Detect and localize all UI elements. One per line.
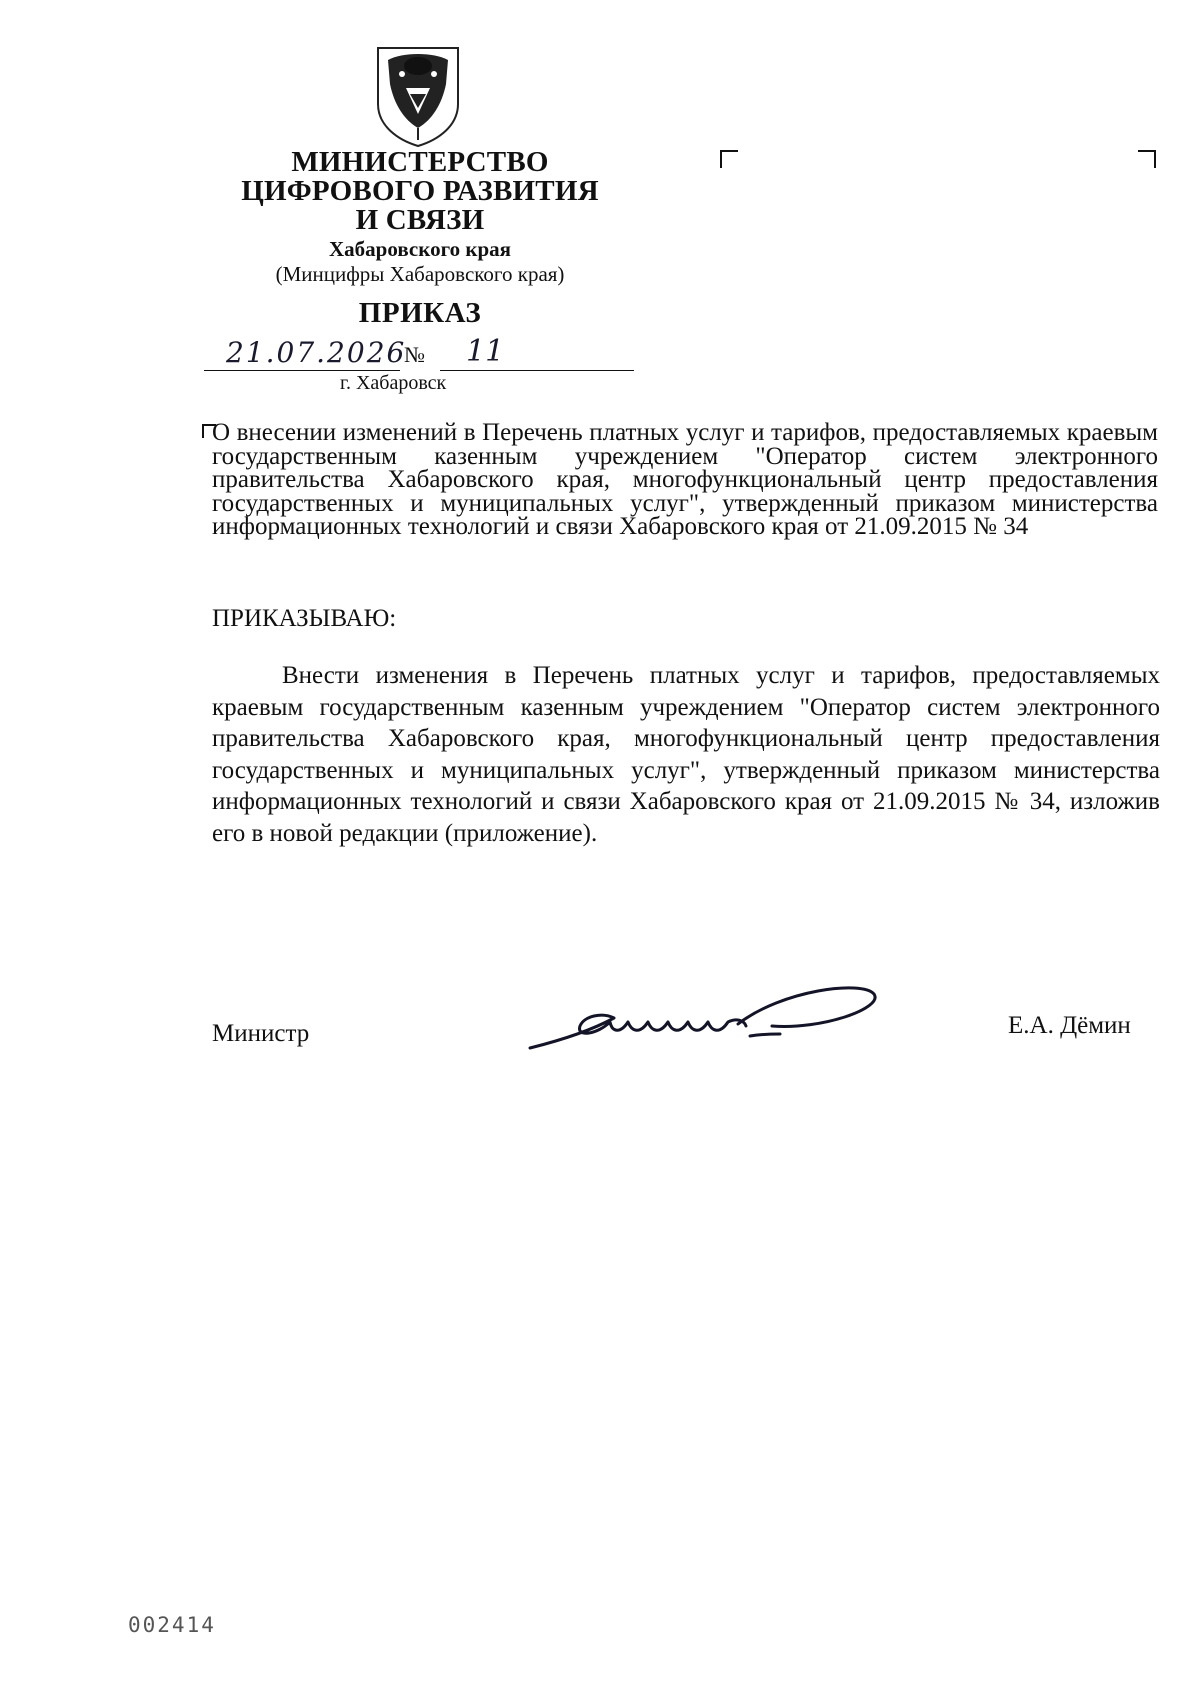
order-body: Внести изменения в Перечень платных услуг и тарифов, предоставляемых краевым государственным казенным учреждением "Оператор систем электронного правительства Хабаровского края, многофункциональный центр предоставления государственных и муниципальных услуг", утвержденный приказом министерства информационных технологий и связи Хабаровского края от 21.09.2015 № 34, изложив его в новой редакции (приложение). [212, 662, 1160, 847]
corner-mark-top-right [1138, 150, 1156, 168]
order-subject: О внесении изменений в Перечень платных услуг и тарифов, предоставляемых краевым государственным казенным учреждением "Оператор систем электронного правительства Хабаровского края, многофункциональный центр предоставления государственных и муниципальных услуг", утвержденный приказом министерства информационных технологий и связи Хабаровского края от 21.09.2015 № 34 [212, 419, 1158, 540]
org-short-name: (Минцифры Хабаровского края) [275, 262, 565, 286]
organization-header [220, 148, 620, 329]
date-number-line [204, 334, 634, 372]
document-type: ПРИКАЗ [358, 297, 482, 329]
city-label: г. Хабаровск [340, 372, 447, 394]
handwritten-signature-icon [522, 960, 902, 1060]
order-number: 11 [466, 334, 505, 369]
decree-word: ПРИКАЗЫВАЮ: [212, 605, 397, 632]
org-region: Хабаровского края [329, 237, 511, 261]
signatory-name: Е.А. Дёмин [1008, 1012, 1131, 1039]
form-serial-number: 002414 [128, 1613, 216, 1637]
coat-of-arms-icon [372, 44, 464, 148]
corner-mark-top-left [720, 150, 738, 168]
org-name-line-2: ЦИФРОВОГО РАЗВИТИЯ [241, 175, 599, 207]
signatory-role: Министр [212, 1020, 310, 1047]
number-sign: № [404, 342, 425, 367]
org-name-line-1: МИНИСТЕРСТВО [291, 146, 549, 178]
date-underline [204, 370, 400, 371]
number-underline [440, 370, 634, 371]
org-name-line-3: И СВЯЗИ [355, 204, 485, 236]
order-date: 21.07.2026 [226, 336, 407, 369]
